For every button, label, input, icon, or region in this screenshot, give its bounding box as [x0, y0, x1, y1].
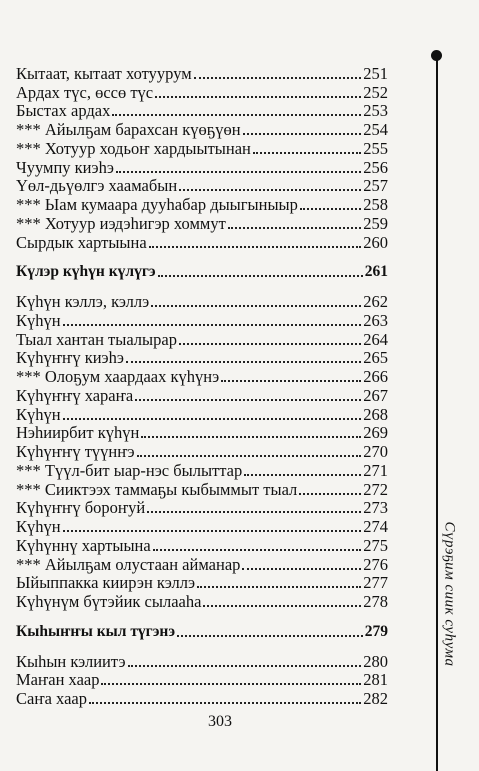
toc-entry-title: *** Сииктээх таммаҕы кыбыммыт тыал — [16, 479, 298, 499]
dot-leader — [158, 275, 363, 277]
toc-entry-page: 252 — [363, 82, 388, 102]
toc-entry — [16, 349, 388, 368]
toc-entry-page: 268 — [363, 404, 388, 424]
toc-entry — [16, 480, 388, 499]
toc-entry-page: 259 — [363, 213, 388, 233]
section-heading-page: 261 — [364, 263, 388, 281]
toc-entry — [16, 386, 388, 405]
dot-leader — [228, 227, 361, 229]
section-heading-title: Күлэр күһүн күлүгэ — [16, 263, 156, 281]
toc-entry — [16, 139, 388, 158]
dot-leader — [179, 343, 361, 345]
toc-entry-page: 274 — [363, 517, 388, 536]
toc-entry-page: 254 — [363, 120, 388, 139]
toc-entry-page: 263 — [363, 310, 388, 330]
toc-entry-page: 271 — [363, 460, 388, 480]
toc-entry-title: *** Хотуур иэдэһигэр хоммут — [16, 213, 226, 233]
section-heading — [16, 622, 388, 641]
toc-entry — [16, 195, 388, 214]
dot-leader — [135, 399, 361, 401]
dot-leader — [112, 114, 361, 116]
toc-entry — [16, 517, 388, 536]
toc-entry — [16, 102, 388, 121]
dot-leader — [63, 418, 362, 420]
toc-entry-page: 273 — [363, 498, 388, 518]
section-heading-page: 279 — [364, 622, 388, 640]
page-number: 303 — [208, 713, 232, 730]
dot-leader — [194, 77, 362, 79]
toc-entry-page: 277 — [363, 573, 388, 593]
toc-entry — [16, 574, 388, 593]
toc-entry-page: 270 — [363, 442, 388, 461]
toc-entry-title: Күһүҥҥү түүнҥэ — [16, 442, 135, 461]
toc-entry — [16, 177, 388, 196]
toc-entry-title: Ыйыппакка киирэн кэллэ — [16, 573, 196, 593]
toc-entry-page: 281 — [363, 670, 388, 690]
toc-entry-title: Күһүнүм бүтэйик сылааһа — [16, 592, 202, 611]
toc-entry-page: 276 — [363, 554, 388, 574]
toc-entry — [16, 83, 388, 102]
table-of-contents — [16, 64, 388, 708]
toc-entry-page: 262 — [363, 292, 388, 311]
toc-entry-title: *** Айылҕам барахсан күөҕүөн — [16, 120, 241, 139]
toc-entry — [16, 442, 388, 461]
toc-entry-title: Кыһын кэлиитэ — [16, 651, 126, 671]
section-gap — [16, 611, 388, 622]
toc-entry-title: Күһүҥҥү киэһэ — [16, 348, 124, 368]
toc-group-3 — [16, 652, 388, 708]
toc-entry — [16, 158, 388, 177]
dot-leader — [244, 474, 361, 476]
toc-entry-title: *** Олоҕум хаардаах күһүнэ — [16, 367, 220, 386]
toc-entry-page: 255 — [363, 138, 388, 158]
dot-leader — [299, 493, 361, 495]
dot-leader — [63, 530, 362, 532]
bullet-dot-icon — [431, 50, 442, 61]
toc-entry-page: 264 — [363, 329, 388, 349]
toc-entry-page: 258 — [363, 195, 388, 214]
dot-leader — [242, 568, 361, 570]
toc-entry-title: Күһүн — [16, 517, 61, 536]
toc-entry-page: 278 — [363, 592, 388, 611]
toc-entry-title: Күһүҥҥү хараҥа — [16, 385, 134, 405]
dot-leader — [203, 605, 361, 607]
toc-entry-title: Саҥа хаар — [16, 689, 87, 708]
toc-entry-page: 251 — [363, 63, 388, 83]
toc-entry-page: 260 — [363, 232, 388, 252]
toc-entry-page: 280 — [363, 651, 388, 671]
toc-entry-page: 265 — [363, 348, 388, 368]
dot-leader — [253, 152, 361, 154]
toc-entry — [16, 64, 388, 83]
toc-entry-page: 253 — [363, 101, 388, 121]
toc-entry — [16, 461, 388, 480]
dot-leader — [197, 586, 361, 588]
toc-entry-page: 266 — [363, 367, 388, 386]
toc-entry — [16, 330, 388, 349]
toc-entry — [16, 405, 388, 424]
dot-leader — [101, 683, 361, 685]
dot-leader — [63, 324, 362, 326]
toc-entry-page: 275 — [363, 535, 388, 555]
dot-leader — [149, 246, 362, 248]
toc-entry-title: Чуумпу киэһэ — [16, 157, 114, 177]
toc-entry-title: Кытаат, кытаат хотуурум — [16, 63, 192, 83]
section-gap — [16, 252, 388, 263]
section-gap — [16, 281, 388, 292]
toc-entry-title: Күһүҥҥү бороҥуй — [16, 498, 146, 518]
toc-entry-page: 282 — [363, 689, 388, 708]
dot-leader — [221, 380, 361, 382]
toc-entry-page: 267 — [363, 385, 388, 405]
toc-entry-title: Быстах ардах — [16, 101, 111, 121]
toc-entry-title: *** Айылҕам олустаан айманар — [16, 554, 241, 574]
toc-entry — [16, 555, 388, 574]
toc-entry-title: Күһүн — [16, 310, 61, 330]
toc-entry — [16, 367, 388, 386]
toc-entry — [16, 214, 388, 233]
toc-entry — [16, 311, 388, 330]
dot-leader — [128, 665, 362, 667]
toc-entry — [16, 499, 388, 518]
running-title — [436, 494, 462, 694]
toc-entry-title: *** Ыам кумаара дууһабар дыыгыныыр — [16, 195, 298, 214]
toc-group-2 — [16, 292, 388, 611]
toc-group-1 — [16, 64, 388, 252]
toc-entry-page: 256 — [363, 157, 388, 177]
dot-leader — [89, 702, 361, 704]
toc-entry-title: Ардах түс, өссө түс — [16, 82, 154, 102]
section-gap — [16, 641, 388, 652]
toc-entry — [16, 592, 388, 611]
toc-entry-page: 272 — [363, 479, 388, 499]
toc-entry — [16, 689, 388, 708]
toc-entry — [16, 652, 388, 671]
toc-entry-title: Нэһиирбит күһүн — [16, 423, 140, 443]
dot-leader — [153, 549, 362, 551]
dot-leader — [179, 189, 361, 191]
section-heading — [16, 263, 388, 282]
toc-entry — [16, 424, 388, 443]
dot-leader — [177, 635, 363, 637]
dot-leader — [243, 133, 362, 135]
toc-entry — [16, 120, 388, 139]
toc-entry-title: Күһүн — [16, 404, 61, 424]
dot-leader — [137, 455, 362, 457]
toc-entry-title: Маҥан хаар — [16, 670, 100, 690]
dot-leader — [155, 96, 361, 98]
toc-entry — [16, 671, 388, 690]
toc-entry — [16, 292, 388, 311]
toc-entry-title: Күһүннү хартыына — [16, 535, 151, 555]
dot-leader — [300, 208, 361, 210]
dot-leader — [151, 305, 361, 307]
dot-leader — [116, 171, 361, 173]
running-title-text: Сүрэҕим сиик суһума — [441, 521, 458, 667]
toc-entry-title: Күһүн кэллэ, кэллэ — [16, 292, 150, 311]
toc-entry-page: 269 — [363, 423, 388, 443]
toc-entry-title: Тыал хантан тыалырар — [16, 329, 177, 349]
toc-entry-title: Сырдык хартыына — [16, 232, 147, 252]
toc-entry — [16, 536, 388, 555]
toc-entry-page: 257 — [363, 176, 388, 196]
toc-entry-title: *** Түүл-бит ыар-нэс былыттар — [16, 460, 243, 480]
toc-entry-title: Үөл-дьүөлгэ хаамабын — [16, 176, 178, 196]
dot-leader — [141, 436, 361, 438]
toc-entry-title: *** Хотуур ходьоҥ хардыытынан — [16, 138, 251, 158]
dot-leader — [126, 361, 361, 363]
section-heading-title: Кыһыҥҥы кыл түгэнэ — [16, 622, 176, 640]
toc-entry — [16, 233, 388, 252]
dot-leader — [147, 511, 361, 513]
